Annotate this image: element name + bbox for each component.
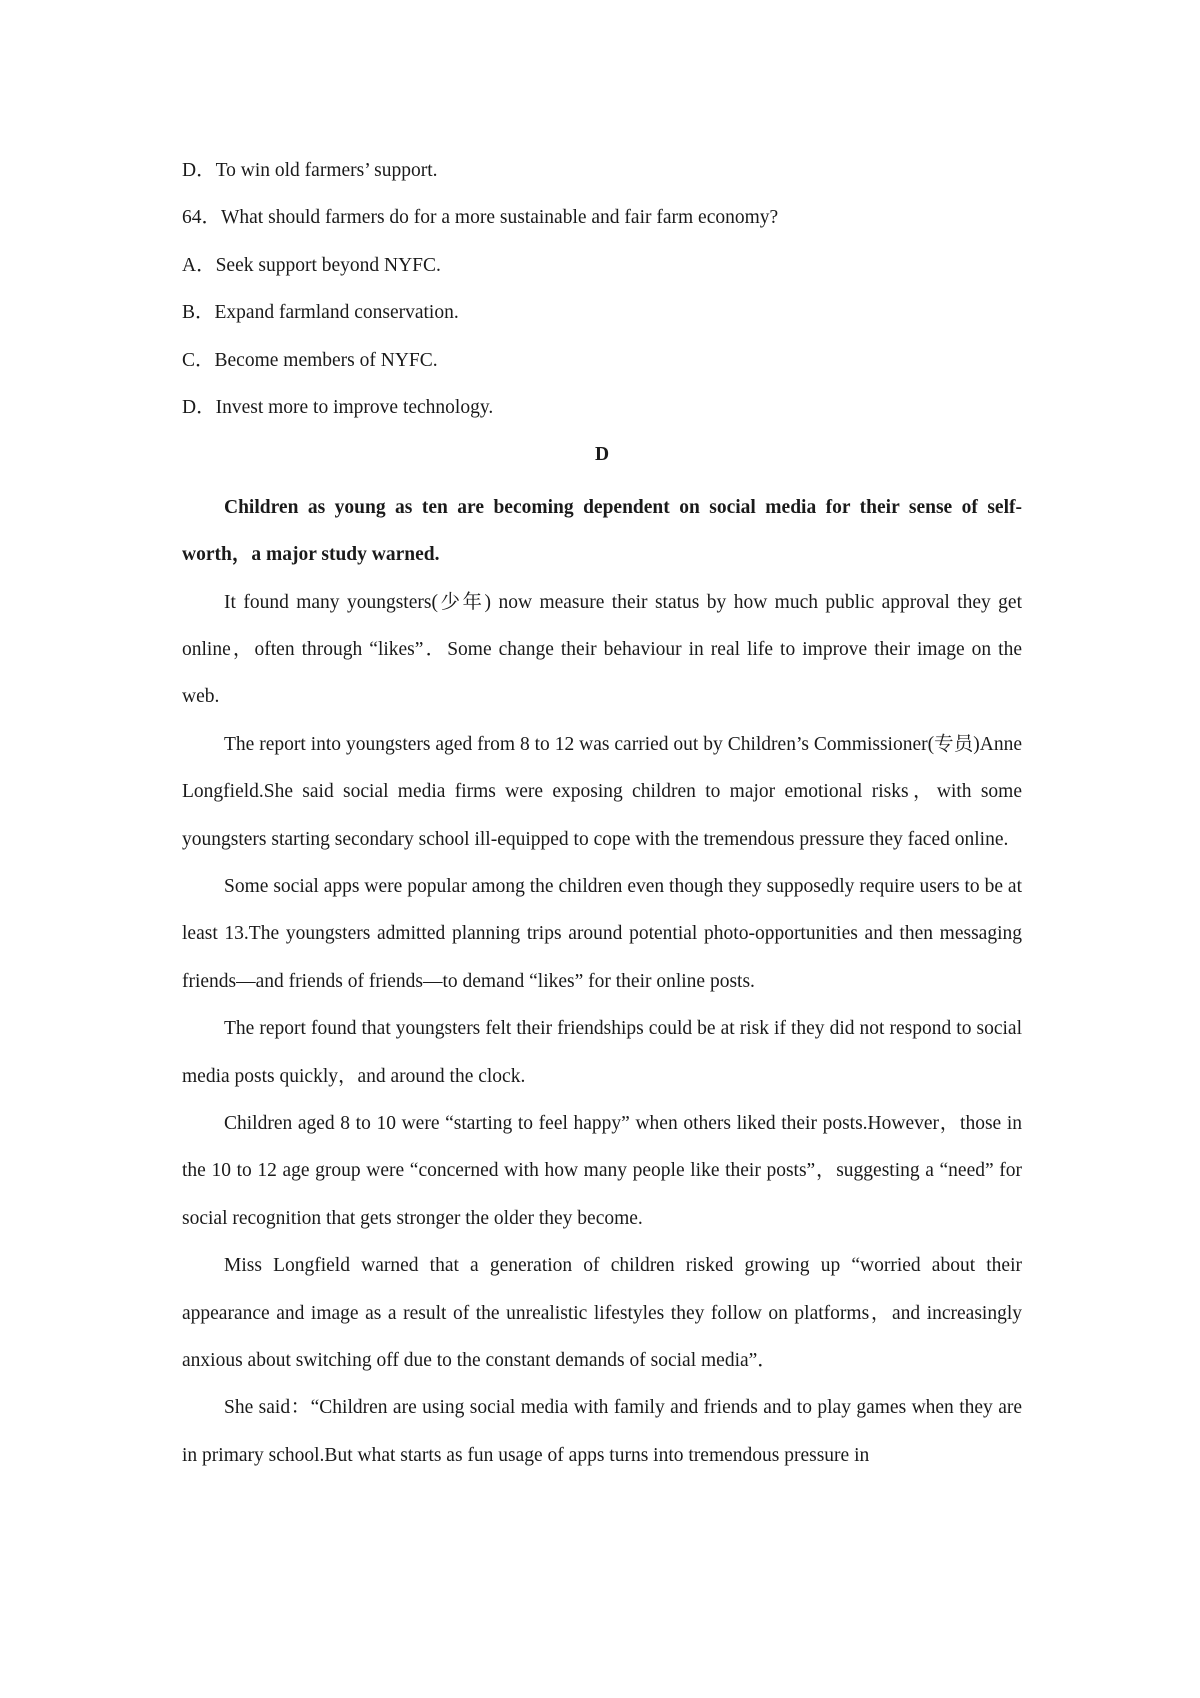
q63-option-d: D．To win old farmers’ support. bbox=[182, 160, 438, 181]
passage-d-paragraph-3: Some social apps were popular among the children even though they supposedly require users to be at least 13.The youngsters admitted planning trips around potential photo-opportunities and then messaging friends—and friends of friends—to demand “likes” for their online posts. bbox=[182, 875, 1022, 992]
q64-option-c: C．Become members of NYFC. bbox=[182, 349, 438, 371]
q64-stem: 64．What should farmers do for a more sustainable and fair farm economy? bbox=[182, 207, 779, 229]
passage-d-paragraph-1: It found many youngsters(少年) now measure their status by how much public approval they get online，often through “likes”．Some change their behaviour in real life to improve their image on the web. bbox=[182, 591, 1022, 708]
page-content bbox=[182, 152, 1022, 1479]
passage-d-paragraph-6: Miss Longfield warned that a generation of children risked growing up “worried about their appearance and image as a result of the unrealistic lifestyles they follow on platforms，and increasingly anxious about switching off due to the constant demands of social media”． bbox=[182, 1255, 1022, 1372]
passage-d-paragraph-2: The report into youngsters aged from 8 to 12 was carried out by Children’s Commissioner(专员)Anne Longfield.She said social media firms were exposing children to major emotional risks，with some youngsters starting secondary school ill-equipped to cope with the tremendous pressure they faced online. bbox=[182, 733, 1022, 850]
q64-option-a: A．Seek support beyond NYFC. bbox=[182, 254, 441, 276]
passage-d-paragraph-4: The report found that youngsters felt their friendships could be at risk if they did not respond to social media posts quickly，and around the clock. bbox=[182, 1018, 1022, 1087]
passage-d-paragraph-5: Children aged 8 to 10 were “starting to feel happy” when others liked their posts.However，those in the 10 to 12 age group were “concerned with how many people like their posts”，suggesting a “need” for social recognition that gets stronger the older they become. bbox=[182, 1113, 1022, 1229]
passage-d-lead: Children as young as ten are becoming dependent on social media for their sense of self-worth，a major study warned. bbox=[182, 496, 1022, 566]
q64-option-d: D．Invest more to improve technology. bbox=[182, 396, 494, 418]
passage-d-heading: D bbox=[594, 444, 610, 466]
q64-option-b: B．Expand farmland conservation. bbox=[182, 302, 459, 324]
passage-d-paragraph-7: She said：“Children are using social media with family and friends and to play games when they are in primary school.But what starts as fun usage of apps turns into tremendous pressure in bbox=[182, 1397, 1022, 1466]
